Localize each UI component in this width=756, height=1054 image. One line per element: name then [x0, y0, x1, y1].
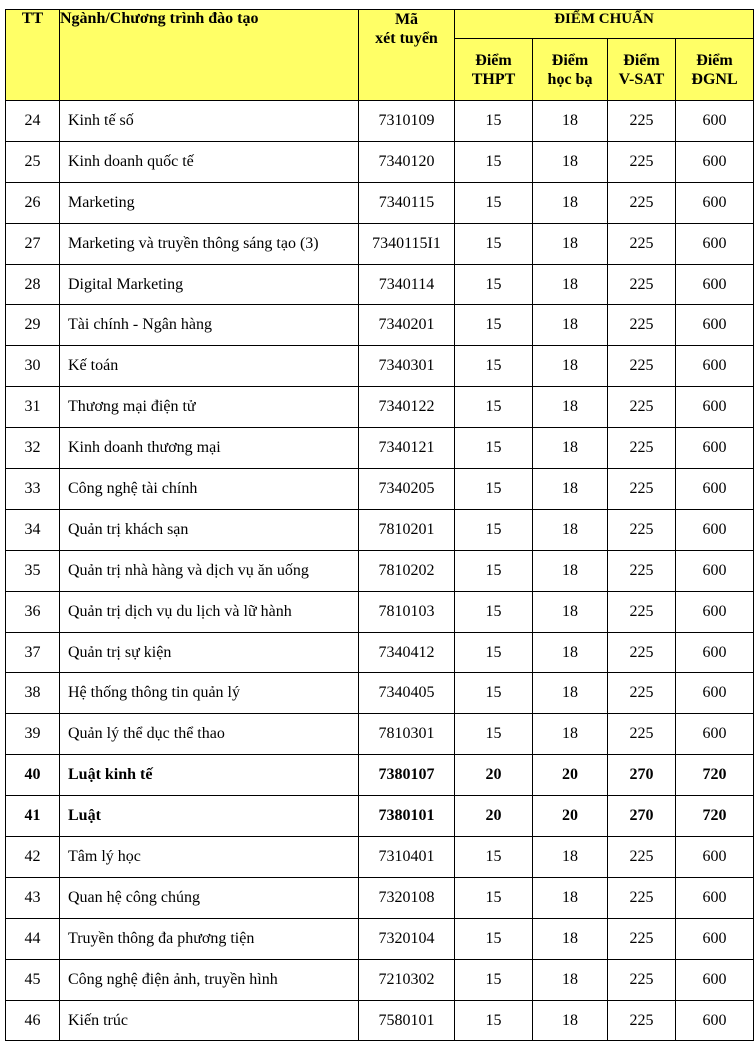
score-vsat: 225 [608, 264, 676, 305]
header-code [359, 10, 455, 101]
header-score-group: ĐIỂM CHUẨN [455, 10, 754, 39]
score-thpt: 15 [455, 101, 533, 142]
table-row [6, 918, 754, 959]
admission-code: 7810201 [359, 509, 455, 550]
header-thpt-line1: Điểm [475, 51, 512, 69]
row-number: 45 [6, 959, 60, 1000]
admission-code: 7340115I1 [359, 223, 455, 264]
score-hocba: 18 [533, 591, 608, 632]
score-vsat: 225 [608, 632, 676, 673]
admission-code: 7340412 [359, 632, 455, 673]
program-name: Công nghệ tài chính [60, 469, 359, 510]
program-name: Truyền thông đa phương tiện [60, 918, 359, 959]
score-vsat: 225 [608, 550, 676, 591]
score-hocba: 18 [533, 264, 608, 305]
table-row [6, 591, 754, 632]
program-name: Marketing và truyền thông sáng tạo (3) [60, 223, 359, 264]
table-row [6, 1000, 754, 1041]
table-row [6, 387, 754, 428]
header-code-line1: Mã [394, 11, 419, 28]
admission-code: 7380101 [359, 796, 455, 837]
table-body [6, 101, 754, 1041]
row-number: 30 [6, 346, 60, 387]
score-vsat: 225 [608, 305, 676, 346]
admission-code: 7310401 [359, 837, 455, 878]
score-vsat: 225 [608, 101, 676, 142]
row-number: 41 [6, 796, 60, 837]
program-name: Công nghệ điện ảnh, truyền hình [60, 959, 359, 1000]
row-number: 35 [6, 550, 60, 591]
score-hocba: 18 [533, 141, 608, 182]
row-number: 42 [6, 837, 60, 878]
table-row [6, 223, 754, 264]
row-number: 25 [6, 141, 60, 182]
score-thpt: 15 [455, 182, 533, 223]
program-name: Luật [60, 796, 359, 837]
score-hocba: 18 [533, 428, 608, 469]
admission-code: 7310109 [359, 101, 455, 142]
score-thpt: 15 [455, 141, 533, 182]
table-row [6, 509, 754, 550]
score-vsat: 225 [608, 673, 676, 714]
program-name: Luật kinh tế [60, 755, 359, 796]
score-hocba: 18 [533, 877, 608, 918]
score-thpt: 15 [455, 714, 533, 755]
score-thpt: 15 [455, 550, 533, 591]
score-hocba: 18 [533, 837, 608, 878]
row-number: 34 [6, 509, 60, 550]
row-number: 44 [6, 918, 60, 959]
admission-code: 7340201 [359, 305, 455, 346]
score-vsat: 225 [608, 959, 676, 1000]
header-hocba-line2: học bạ [547, 70, 593, 88]
program-name: Tâm lý học [60, 837, 359, 878]
admission-code: 7340405 [359, 673, 455, 714]
header-vsat [608, 39, 676, 101]
score-hocba: 18 [533, 182, 608, 223]
score-hocba: 18 [533, 223, 608, 264]
table-row [6, 837, 754, 878]
score-dgnl: 720 [676, 755, 754, 796]
table-row [6, 959, 754, 1000]
row-number: 28 [6, 264, 60, 305]
score-hocba: 18 [533, 1000, 608, 1041]
score-dgnl: 600 [676, 959, 754, 1000]
score-thpt: 15 [455, 837, 533, 878]
program-name: Quản trị nhà hàng và dịch vụ ăn uống [60, 550, 359, 591]
header-program: Ngành/Chương trình đào tạo [60, 10, 359, 101]
table-row [6, 141, 754, 182]
score-thpt: 20 [455, 796, 533, 837]
score-dgnl: 600 [676, 428, 754, 469]
score-dgnl: 600 [676, 387, 754, 428]
program-name: Quản lý thể dục thể thao [60, 714, 359, 755]
score-dgnl: 600 [676, 1000, 754, 1041]
score-hocba: 18 [533, 469, 608, 510]
header-dgnl-line1: Điểm [696, 51, 733, 69]
score-vsat: 225 [608, 182, 676, 223]
table-row [6, 796, 754, 837]
score-hocba: 18 [533, 918, 608, 959]
header-hocba [533, 39, 608, 101]
admission-code: 7810103 [359, 591, 455, 632]
score-thpt: 15 [455, 346, 533, 387]
score-dgnl: 600 [676, 714, 754, 755]
score-hocba: 18 [533, 550, 608, 591]
score-vsat: 225 [608, 877, 676, 918]
admission-code: 7340115 [359, 182, 455, 223]
header-dgnl [676, 39, 754, 101]
score-dgnl: 600 [676, 223, 754, 264]
table-row [6, 428, 754, 469]
score-dgnl: 600 [676, 877, 754, 918]
table-row [6, 346, 754, 387]
score-thpt: 15 [455, 264, 533, 305]
score-hocba: 18 [533, 101, 608, 142]
program-name: Tài chính - Ngân hàng [60, 305, 359, 346]
score-dgnl: 600 [676, 469, 754, 510]
program-name: Marketing [60, 182, 359, 223]
table-row [6, 550, 754, 591]
admission-code: 7340114 [359, 264, 455, 305]
table-header [6, 10, 754, 101]
score-dgnl: 600 [676, 264, 754, 305]
program-name: Kinh doanh quốc tế [60, 141, 359, 182]
score-vsat: 225 [608, 714, 676, 755]
score-hocba: 18 [533, 673, 608, 714]
score-dgnl: 600 [676, 632, 754, 673]
program-name: Quản trị dịch vụ du lịch và lữ hành [60, 591, 359, 632]
program-name: Hệ thống thông tin quản lý [60, 673, 359, 714]
header-thpt-line2: THPT [471, 70, 516, 88]
score-vsat: 270 [608, 796, 676, 837]
program-name: Quản trị sự kiện [60, 632, 359, 673]
program-name: Kinh tế số [60, 101, 359, 142]
row-number: 46 [6, 1000, 60, 1041]
table-row [6, 182, 754, 223]
program-name: Kế toán [60, 346, 359, 387]
row-number: 29 [6, 305, 60, 346]
row-number: 38 [6, 673, 60, 714]
score-vsat: 225 [608, 918, 676, 959]
header-vsat-line2: V-SAT [618, 70, 665, 88]
score-dgnl: 600 [676, 509, 754, 550]
score-thpt: 20 [455, 755, 533, 796]
score-thpt: 15 [455, 305, 533, 346]
table-row [6, 305, 754, 346]
table-row [6, 714, 754, 755]
row-number: 36 [6, 591, 60, 632]
score-vsat: 225 [608, 346, 676, 387]
row-number: 37 [6, 632, 60, 673]
admission-code: 7210302 [359, 959, 455, 1000]
program-name: Kinh doanh thương mại [60, 428, 359, 469]
score-dgnl: 600 [676, 837, 754, 878]
score-thpt: 15 [455, 428, 533, 469]
score-dgnl: 600 [676, 182, 754, 223]
admission-code: 7580101 [359, 1000, 455, 1041]
admission-score-table [5, 9, 754, 1041]
header-tt: TT [6, 10, 60, 101]
score-vsat: 225 [608, 469, 676, 510]
table-row [6, 755, 754, 796]
score-thpt: 15 [455, 673, 533, 714]
program-name: Digital Marketing [60, 264, 359, 305]
score-vsat: 225 [608, 428, 676, 469]
score-hocba: 20 [533, 796, 608, 837]
program-name: Quan hệ công chúng [60, 877, 359, 918]
admission-code: 7380107 [359, 755, 455, 796]
score-hocba: 18 [533, 714, 608, 755]
score-dgnl: 600 [676, 550, 754, 591]
score-dgnl: 600 [676, 918, 754, 959]
admission-code: 7320108 [359, 877, 455, 918]
score-thpt: 15 [455, 918, 533, 959]
score-dgnl: 600 [676, 101, 754, 142]
program-name: Quản trị khách sạn [60, 509, 359, 550]
header-vsat-line1: Điểm [623, 51, 660, 69]
score-vsat: 225 [608, 223, 676, 264]
table-row [6, 673, 754, 714]
row-number: 43 [6, 877, 60, 918]
score-dgnl: 600 [676, 673, 754, 714]
score-dgnl: 600 [676, 591, 754, 632]
score-thpt: 15 [455, 469, 533, 510]
table-row [6, 101, 754, 142]
score-dgnl: 600 [676, 141, 754, 182]
score-dgnl: 600 [676, 305, 754, 346]
score-dgnl: 720 [676, 796, 754, 837]
admission-code: 7810301 [359, 714, 455, 755]
table-row [6, 264, 754, 305]
row-number: 39 [6, 714, 60, 755]
admission-code: 7340121 [359, 428, 455, 469]
score-vsat: 225 [608, 141, 676, 182]
score-hocba: 18 [533, 305, 608, 346]
header-dgnl-line2: ĐGNL [691, 70, 738, 88]
table-row [6, 469, 754, 510]
admission-code: 7340301 [359, 346, 455, 387]
row-number: 31 [6, 387, 60, 428]
admission-code: 7320104 [359, 918, 455, 959]
score-vsat: 225 [608, 591, 676, 632]
row-number: 27 [6, 223, 60, 264]
score-thpt: 15 [455, 1000, 533, 1041]
admission-code: 7810202 [359, 550, 455, 591]
row-number: 32 [6, 428, 60, 469]
table-row [6, 632, 754, 673]
score-vsat: 225 [608, 1000, 676, 1041]
row-number: 33 [6, 469, 60, 510]
score-vsat: 225 [608, 509, 676, 550]
score-hocba: 18 [533, 509, 608, 550]
score-dgnl: 600 [676, 346, 754, 387]
score-thpt: 15 [455, 223, 533, 264]
header-thpt [455, 39, 533, 101]
header-hocba-line1: Điểm [551, 51, 589, 69]
table-row [6, 877, 754, 918]
score-thpt: 15 [455, 959, 533, 1000]
admission-code: 7340122 [359, 387, 455, 428]
program-name: Thương mại điện tử [60, 387, 359, 428]
score-thpt: 15 [455, 877, 533, 918]
score-hocba: 18 [533, 632, 608, 673]
score-vsat: 270 [608, 755, 676, 796]
score-hocba: 18 [533, 959, 608, 1000]
program-name: Kiến trúc [60, 1000, 359, 1041]
score-hocba: 18 [533, 387, 608, 428]
row-number: 24 [6, 101, 60, 142]
score-vsat: 225 [608, 837, 676, 878]
score-thpt: 15 [455, 509, 533, 550]
header-code-line2: xét tuyển [375, 30, 438, 47]
score-thpt: 15 [455, 387, 533, 428]
admission-code: 7340205 [359, 469, 455, 510]
admission-code: 7340120 [359, 141, 455, 182]
score-vsat: 225 [608, 387, 676, 428]
score-thpt: 15 [455, 632, 533, 673]
score-thpt: 15 [455, 591, 533, 632]
score-hocba: 20 [533, 755, 608, 796]
row-number: 26 [6, 182, 60, 223]
score-hocba: 18 [533, 346, 608, 387]
row-number: 40 [6, 755, 60, 796]
